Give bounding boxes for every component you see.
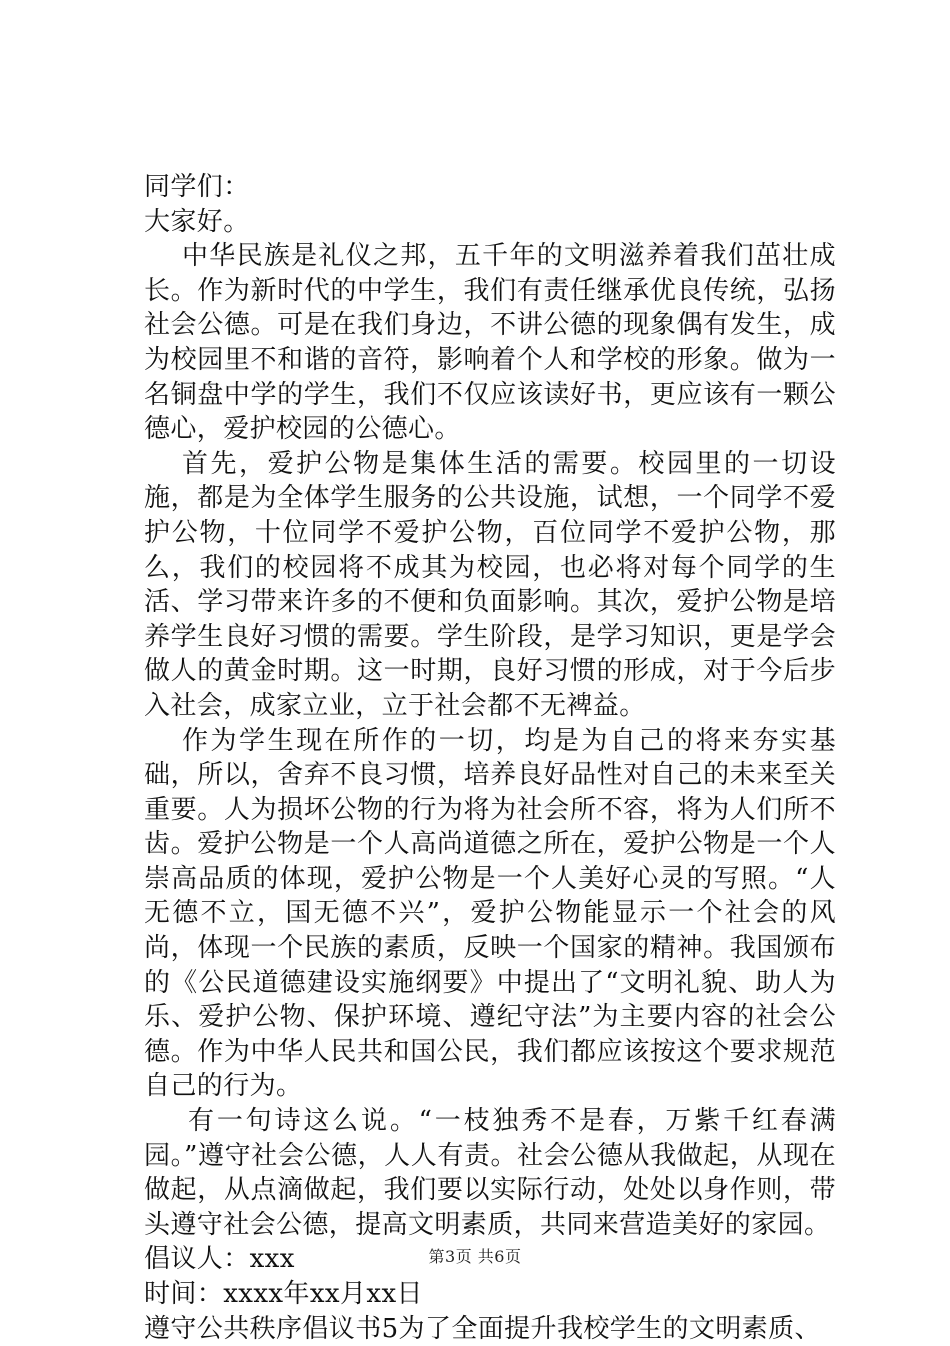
next-proposal-start: 遵守公共秩序倡议书5为了全面提升我校学生的文明素质、 — [144, 1313, 821, 1344]
paragraph-intro: 中华民族是礼仪之邦，五千年的文明滋养着我们茁壮成长。作为新时代的中学生，我们有责任继承优良传统，弘扬社会公德。可是在我们身边，不讲公德的现象偶有发生，成为校园里不和谐的音符，影响着个人和学校的形象。做为一名铜盘中学的学生，我们不仅应该读好书，更应该有一颗公德心，爱护校园的公德心。 — [144, 241, 836, 445]
page-number-footer: 第3页 共6页 — [428, 1247, 522, 1266]
paragraph-student-future: 作为学生现在所作的一切，均是为自己的将来夯实基础，所以，舍弃不良习惯，培养良好品性对自己的未来至关重要。人为损坏公物的行为将为社会所不容，将为人们所不齿。爱护公物是一个人高尚道德之所在，爱护公物是一个人崇高品质的体现，爱护公物是一个人美好心灵的写照。“人无德不立，国无德不兴”，爱护公物能显示一个社会的风尚，体现一个民族的素质，反映一个国家的精神。我国颁布的《公民道德建设实施纲要》中提出了“文明礼貌、助人为乐、爱护公物、保护环境、遵纪守法”为主要内容的社会公德。作为中华人民共和国公民，我们都应该按这个要求规范自己的行为。 — [144, 725, 836, 1102]
greeting: 大家好。 — [144, 206, 250, 237]
salutation: 同学们： — [144, 172, 250, 202]
paragraph-first-reason: 首先，爱护公物是集体生活的需要。校园里的一切设施，都是为全体学生服务的公共设施，试想，一个同学不爱护公物，十位同学不爱护公物，百位同学不爱护公物，那么，我们的校园将不成其为校园，也必将对每个同学的生活、学习带来许多的不便和负面影响。其次，爱护公物是培养学生良好习惯的需要。学生阶段，是学习知识，更是学会做人的黄金时期。这一时期，良好习惯的形成，对于今后步入社会，成家立业，立于社会都不无裨益。 — [144, 448, 836, 721]
paragraph-poem-call: 有一句诗这么说。“一枝独秀不是春，万紫千红春满园。”遵守社会公德，人人有责。社会公德从我做起，从现在做起，从点滴做起，我们要以实际行动，处处以身作则，带头遵守社会公德，提高文明素质，共同来营造美好的家园。 — [144, 1106, 836, 1240]
initiator-line: 倡议人：xxx — [144, 1244, 295, 1275]
document-body — [144, 170, 836, 1346]
date-line: 时间：xxxx年xx月xx日 — [144, 1279, 423, 1309]
